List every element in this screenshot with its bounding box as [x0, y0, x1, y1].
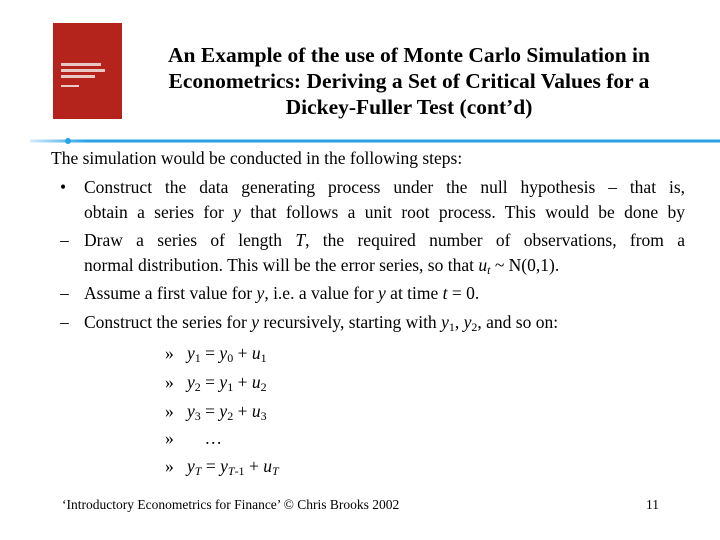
equation-5: » $y_T = y_{T-1} + u_T$ [165, 456, 279, 478]
equation-1: » $y_1 = y_0 + u_1$ [165, 343, 267, 365]
title-line-1: An Example of the use of Monte Carlo Simulation in [168, 43, 650, 67]
page-number: 11 [646, 497, 659, 512]
bullet-1-line-2: obtain a series for y that follows a unit root process. This would be done by [84, 202, 685, 222]
bullet-marker: • [60, 177, 67, 197]
title-line-3: Dickey-Fuller Test (cont’d) [285, 95, 533, 119]
dash-marker: – [60, 230, 69, 250]
equation-2: » $y_2 = y_1 + u_2$ [165, 372, 267, 394]
equation-ellipsis: » … [165, 428, 222, 448]
dash-3-line-1: Construct the series for y recursively, starting with $y_1$, $y_2$, and so on: [84, 312, 559, 334]
intro-text: The simulation would be conducted in the following steps: [51, 148, 463, 168]
bullet-1-line-1: Construct the data generating process under the null hypothesis – that is, [84, 177, 685, 197]
dash-1-line-1: Draw a series of length T, the required number of observations, from a [84, 230, 685, 250]
dash-1-line-2: normal distribution. This will be the error series, so that $u_t$ ~ N(0,1). [84, 255, 560, 277]
dash-2-line-1: Assume a first value for y, i.e. a value for y at time t = 0. [84, 283, 480, 303]
equation-3: » $y_3 = y_2 + u_3$ [165, 401, 267, 423]
footer-copyright: ‘Introductory Econometrics for Finance’ © Chris Brooks 2002 [62, 497, 400, 512]
title-line-2: Econometrics: Deriving a Set of Critical Values for a [168, 69, 650, 93]
dash-marker: – [60, 312, 69, 332]
dash-marker: – [60, 283, 69, 303]
